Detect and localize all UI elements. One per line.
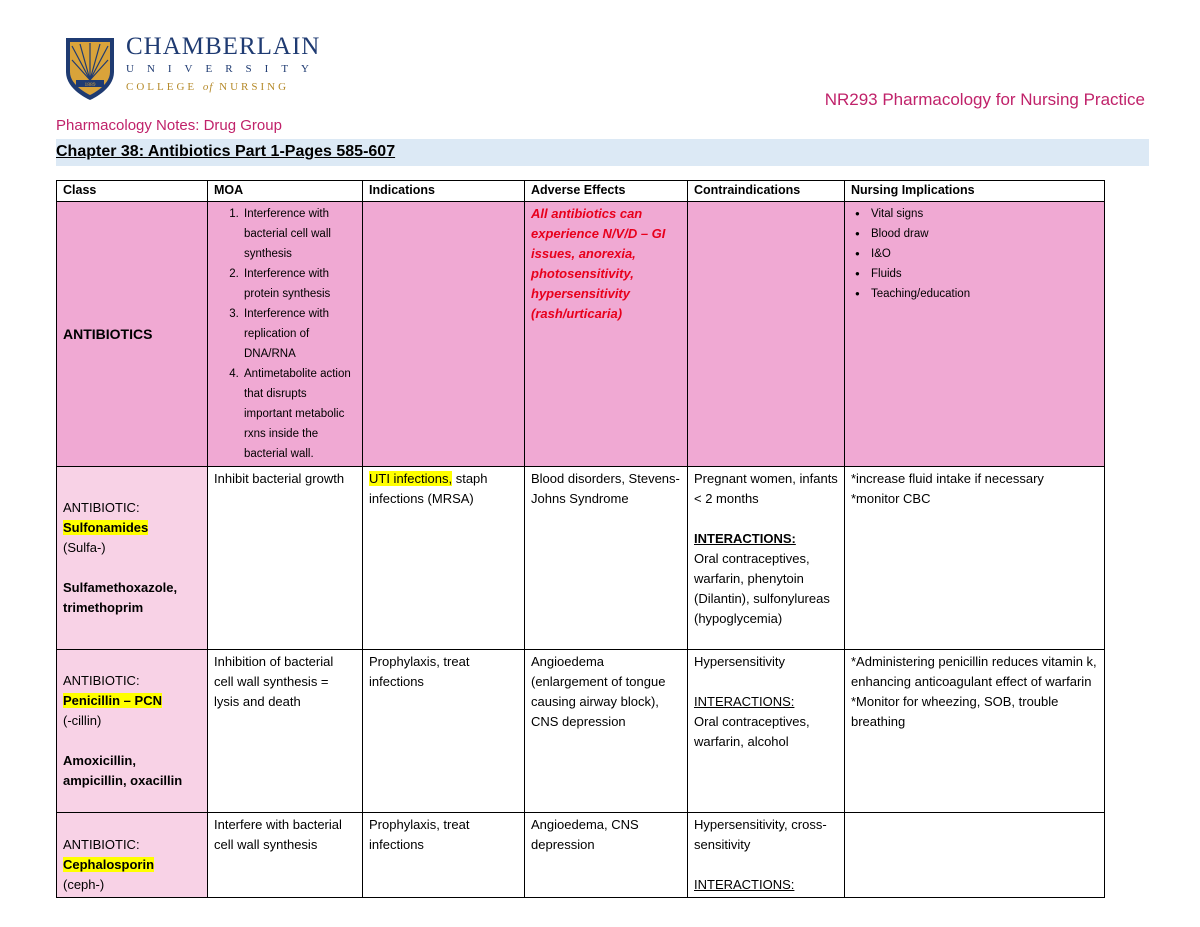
indications-cell-sulfonamides: UTI infections, staph infections (MRSA) xyxy=(363,467,525,650)
header-contraindications: Contraindications xyxy=(688,181,845,202)
logo-wordmark xyxy=(126,34,322,95)
list-item: ● I&O xyxy=(871,244,1098,264)
class-cell-penicillin xyxy=(57,650,208,813)
adverse-cell-sulfonamides: Blood disorders, Stevens-Johns Syndrome xyxy=(525,467,688,650)
adverse-effects-note: All antibiotics can experience N/V/D – GI issues, anorexia, photosensitivity, hypersensitivity (rash/urticaria) xyxy=(531,206,666,321)
drug-examples: Sulfamethoxazole, trimethoprim xyxy=(63,580,178,615)
header-class: Class xyxy=(57,181,208,202)
nursing-list xyxy=(851,204,1098,304)
list-item: 3. Interference with replication of DNA/RNA xyxy=(242,304,356,364)
university-crest-icon xyxy=(62,34,118,104)
list-item: 1. Interference with bacterial cell wall synthesis xyxy=(242,204,356,264)
drug-suffix: (Sulfa-) xyxy=(63,540,106,555)
adverse-cell-antibiotics xyxy=(525,202,688,467)
list-item: 4. Antimetabolite action that disrupts important metabolic rxns inside the bacterial wall. xyxy=(242,364,356,464)
moa-list xyxy=(214,204,356,464)
class-cell-antibiotics: ANTIBIOTICS xyxy=(57,202,208,467)
nursing-cell-sulfonamides: *increase fluid intake if necessary *monitor CBC xyxy=(845,467,1105,650)
class-label: ANTIBIOTIC: xyxy=(63,837,140,852)
interactions-list: Oral contraceptives, warfarin, alcohol xyxy=(694,714,810,749)
class-label: ANTIBIOTIC: xyxy=(63,500,140,515)
logo-line-1: CHAMBERLAIN xyxy=(126,33,321,60)
moa-cell-antibiotics xyxy=(208,202,363,467)
adverse-cell-cephalosporin: Angioedema, CNS depression xyxy=(525,813,688,898)
table-row-antibiotics xyxy=(57,202,1105,467)
university-logo xyxy=(62,33,322,104)
drug-name: Penicillin – PCN xyxy=(63,693,162,708)
interactions-list: Oral contraceptives, warfarin, phenytoin (Dilantin), sulfonylureas (hypoglycemia) xyxy=(694,551,830,626)
table-row-penicillin xyxy=(57,650,1105,813)
list-item: ● Blood draw xyxy=(871,224,1098,244)
list-item: ● Teaching/education xyxy=(871,284,1098,304)
header-nursing-implications: Nursing Implications xyxy=(845,181,1105,202)
nursing-cell-cephalosporin xyxy=(845,813,1105,898)
adverse-cell-penicillin: Angioedema (enlargement of tongue causing airway block), CNS depression xyxy=(525,650,688,813)
chapter-title: Chapter 38: Antibiotics Part 1-Pages 585-607 xyxy=(56,143,396,160)
logo-line-2: UNIVERSITY xyxy=(126,63,322,75)
drug-table xyxy=(56,180,1105,898)
moa-cell-cephalosporin: Interfere with bacterial cell wall synthesis xyxy=(208,813,363,898)
interactions-label: INTERACTIONS: xyxy=(694,531,796,546)
moa-cell-sulfonamides: Inhibit bacterial growth xyxy=(208,467,363,650)
table-header-row xyxy=(57,181,1105,202)
nursing-cell-penicillin: *Administering penicillin reduces vitamin k, enhancing anticoagulant effect of warfarin *Monitor for wheezing, SOB, trouble breathing xyxy=(845,650,1105,813)
indications-cell-penicillin: Prophylaxis, treat infections xyxy=(363,650,525,813)
list-item: ● Vital signs xyxy=(871,204,1098,224)
contra-cell-cephalosporin: Hypersensitivity, cross-sensitivity INTERACTIONS: xyxy=(688,813,845,898)
nursing-cell-antibiotics xyxy=(845,202,1105,467)
table-row-sulfonamides xyxy=(57,467,1105,650)
contra-cell-penicillin: Hypersensitivity INTERACTIONS: Oral contraceptives, warfarin, alcohol xyxy=(688,650,845,813)
drug-suffix: (-cillin) xyxy=(63,713,102,728)
drug-examples: Amoxicillin, ampicillin, oxacillin xyxy=(63,753,183,788)
svg-text:1889: 1889 xyxy=(84,82,96,88)
drug-suffix: (ceph-) xyxy=(63,877,105,892)
interactions-label: INTERACTIONS: xyxy=(694,694,795,709)
class-cell-cephalosporin xyxy=(57,813,208,898)
list-item: ● Fluids xyxy=(871,264,1098,284)
drug-name: Cephalosporin xyxy=(63,857,155,872)
interactions-label: INTERACTIONS: xyxy=(694,877,795,892)
notes-title: Pharmacology Notes: Drug Group xyxy=(56,117,282,134)
header-adverse-effects: Adverse Effects xyxy=(525,181,688,202)
table-row-cephalosporin xyxy=(57,813,1105,898)
class-cell-sulfonamides xyxy=(57,467,208,650)
header-moa: MOA xyxy=(208,181,363,202)
drug-name: Sulfonamides xyxy=(63,520,149,535)
header-indications: Indications xyxy=(363,181,525,202)
list-item: 2. Interference with protein synthesis xyxy=(242,264,356,304)
indications-cell-cephalosporin: Prophylaxis, treat infections xyxy=(363,813,525,898)
moa-cell-penicillin: Inhibition of bacterial cell wall synthesis = lysis and death xyxy=(208,650,363,813)
indications-cell-antibiotics xyxy=(363,202,525,467)
contra-cell-antibiotics xyxy=(688,202,845,467)
contra-cell-sulfonamides: Pregnant women, infants < 2 months INTERACTIONS: Oral contraceptives, warfarin, phenytoin (Dilantin), sulfonylureas (hypoglycemia) xyxy=(688,467,845,650)
logo-line-3: COLLEGE of NURSING xyxy=(126,81,290,93)
course-title: NR293 Pharmacology for Nursing Practice xyxy=(824,90,1145,109)
class-label: ANTIBIOTIC: xyxy=(63,673,140,688)
